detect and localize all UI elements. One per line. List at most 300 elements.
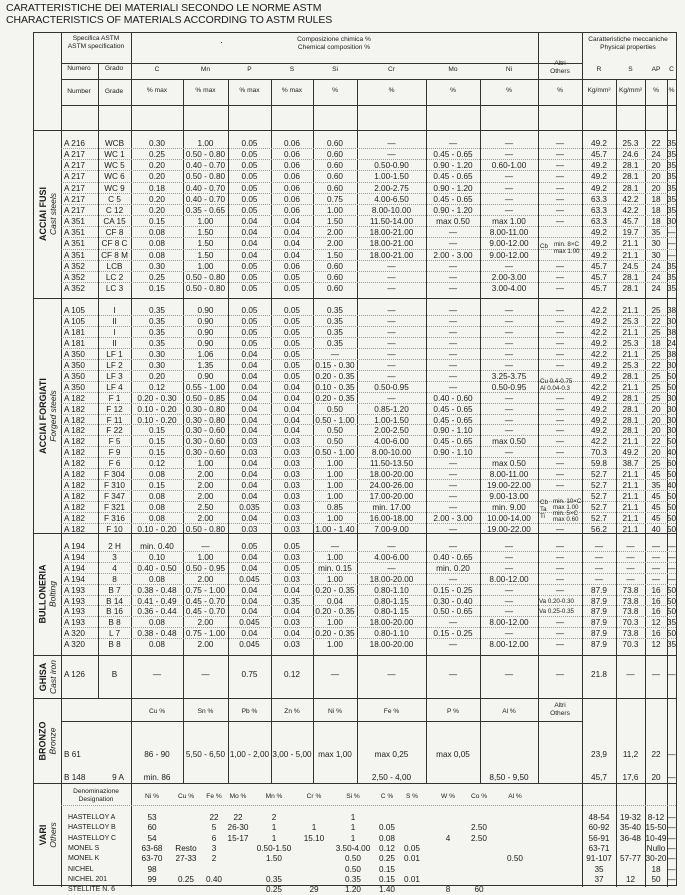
spec-grade: B 14 — [106, 596, 123, 606]
table-cell: 49.2 — [591, 371, 607, 381]
spec-grade: C 5 — [108, 194, 121, 204]
table-cell: 30-20 — [645, 854, 667, 864]
table-cell: 0.06 — [284, 194, 300, 204]
table-cell: 0.60-1.00 — [491, 161, 527, 171]
grid-line — [131, 698, 132, 783]
table-cell: 21.1 — [622, 503, 639, 513]
table-cell: 0.05 — [284, 349, 300, 359]
others-note: Al 0.04-0.3 — [540, 385, 570, 392]
table-cell: 2.00 — [197, 514, 214, 524]
table-cell: — — [387, 393, 396, 403]
grid-line — [582, 33, 583, 887]
table-cell: 0.60 — [327, 150, 343, 160]
table-cell: 8.00-11.00 — [489, 228, 529, 238]
table-cell: 60 — [474, 885, 484, 895]
table-cell: 0.08 — [149, 640, 165, 650]
table-cell: 49.2 — [591, 183, 607, 193]
table-cell: — — [555, 306, 565, 315]
table-cell: 8.00-12.00 — [489, 618, 529, 628]
table-cell: 0.75 - 1.00 — [185, 629, 226, 639]
table-cell: 0.15 — [149, 437, 165, 447]
table-cell: 10-49 — [645, 833, 667, 843]
header-mech-col: S — [628, 66, 633, 73]
table-cell: 8.00-12.00 — [489, 574, 529, 584]
table-cell: 45 — [651, 492, 661, 502]
table-cell: 0.04 — [241, 596, 258, 606]
table-cell: 1 — [350, 823, 356, 833]
table-cell: 0.05 — [284, 306, 300, 315]
header-element: Ni — [505, 66, 513, 73]
table-cell: 0.06 — [284, 183, 300, 193]
table-cell: 8,50 - 9,50 — [489, 773, 529, 782]
spec-number: A 351 — [64, 250, 85, 260]
section-subtitle: Bronze — [47, 727, 58, 754]
spec-grade: LF 1 — [106, 349, 123, 359]
table-cell: 0.06 — [284, 205, 300, 215]
table-cell: 0.30 - 0.80 — [185, 404, 226, 414]
table-cell: 28.1 — [622, 283, 639, 293]
table-cell: 0.90 — [197, 316, 214, 326]
table-cell: — — [387, 542, 396, 551]
table-cell: 0.04 — [241, 514, 258, 524]
table-cell: 3.50-4.00 — [335, 843, 371, 853]
table-cell: — — [448, 371, 458, 381]
spec-grade: F 1 — [108, 393, 121, 403]
table-cell: 0.20 — [149, 205, 165, 215]
bronze-header: Al % — [502, 708, 516, 715]
table-cell: 0.20 - 0.30 — [137, 393, 177, 403]
table-cell: 42.2 — [591, 437, 607, 447]
table-cell: max 0,25 — [374, 750, 409, 759]
table-cell: 2.00-3.00 — [491, 272, 527, 282]
table-cell: 0.20 - 0.35 — [315, 585, 355, 595]
table-cell: 49.2 — [591, 228, 607, 238]
table-cell: — — [448, 574, 458, 584]
table-cell: 2.00 — [197, 618, 214, 628]
table-cell: 19.00-22.00 — [487, 481, 531, 491]
spec-number: A 352 — [64, 272, 85, 282]
others-header: C % — [380, 793, 394, 800]
table-cell: — — [667, 542, 676, 551]
table-cell: 0.50-0.95 — [374, 382, 409, 392]
grid-line — [34, 655, 676, 656]
table-cell: 0.10 - 0.20 — [137, 415, 177, 425]
table-cell: 18.00-20.00 — [369, 574, 414, 584]
table-cell: 24 — [666, 338, 677, 348]
table-cell: 2.00 - 3.00 — [433, 250, 473, 260]
table-cell: 45.7 — [591, 272, 607, 282]
bronze-header: Pb % — [241, 708, 258, 715]
table-cell: 1,00 - 2,00 — [229, 750, 270, 759]
others-note: min. 10×C — [553, 498, 582, 505]
table-cell: 1.00 — [327, 470, 343, 480]
table-cell: 30 — [666, 217, 677, 227]
table-cell: 29 — [309, 885, 319, 895]
table-cell: 24 — [651, 283, 661, 293]
spec-number: A 193 — [64, 618, 85, 628]
section-label-bulloneria — [34, 533, 61, 655]
table-cell: 0.35 — [345, 874, 361, 884]
table-cell: — — [504, 261, 514, 271]
others-note: max 1.00 — [554, 248, 580, 255]
table-cell: 0.90 — [197, 338, 214, 348]
others-header: Designation — [78, 796, 114, 803]
table-cell: 50 — [666, 382, 677, 392]
table-cell: 50 — [666, 596, 677, 606]
header-element: S — [289, 66, 295, 73]
others-header: Mn % — [265, 793, 283, 800]
header-spec: Specifica ASTM — [72, 35, 120, 42]
table-cell: 0.05 — [241, 150, 258, 160]
table-cell: 87.9 — [591, 607, 607, 617]
table-cell: — — [387, 349, 396, 359]
table-cell: 35 — [666, 183, 677, 193]
table-cell: — — [448, 283, 458, 293]
table-cell: 21.8 — [591, 670, 607, 679]
table-cell: — — [555, 283, 565, 293]
spec-number: A 194 — [64, 574, 85, 584]
header-mechanical: Caratteristiche meccaniche — [588, 36, 668, 43]
spec-grade: F 11 — [106, 415, 123, 425]
table-cell: 25 — [651, 382, 661, 392]
section-title: ACCIAI FORGIATI — [37, 377, 48, 454]
section-title: ACCIAI FUSI — [37, 187, 48, 241]
table-cell: — — [555, 552, 565, 562]
table-cell: 30 — [666, 393, 677, 403]
table-cell: 35 — [651, 228, 661, 238]
table-cell: 0.50 - 0.80 — [185, 272, 226, 282]
table-cell: 0.03 — [284, 481, 300, 491]
table-cell: 0.35 - 0.65 — [185, 205, 226, 215]
table-cell: 54 — [147, 833, 157, 843]
section-title: BULLONERIA — [37, 564, 48, 624]
table-cell: 0.40 - 0.65 — [433, 552, 473, 562]
others-note: Cb — [540, 243, 548, 250]
spec-grade: LCB — [106, 261, 123, 271]
table-cell: 0.90 - 1.20 — [433, 205, 473, 215]
table-cell: — — [448, 503, 458, 513]
table-cell: 25 — [651, 393, 661, 403]
table-cell: 63.3 — [591, 194, 607, 204]
table-cell: 45.7 — [591, 261, 607, 271]
table-cell: 36-48 — [620, 833, 641, 843]
spec-number: A 193 — [64, 596, 85, 606]
section-title: GHISA — [37, 662, 48, 691]
grid-line — [538, 698, 539, 783]
spec-grade: B 16 — [106, 607, 123, 617]
table-cell: 0.045 — [239, 618, 260, 628]
others-header: Cr % — [306, 793, 322, 800]
table-cell: 0.06 — [284, 161, 300, 171]
spec-grade: L 7 — [108, 629, 121, 639]
table-cell: 21.1 — [622, 481, 639, 491]
spec-grade: B 8 — [108, 618, 121, 628]
others-header: Mo % — [229, 793, 247, 800]
table-cell: 0.20 — [149, 371, 165, 381]
table-cell: 0.50 - 0.80 — [185, 525, 226, 534]
table-cell: 2.50 — [471, 833, 487, 843]
table-cell: 0.50 - 0.85 — [185, 393, 226, 403]
table-cell: 0.35 — [149, 316, 165, 326]
table-cell: 49.2 — [591, 404, 607, 414]
table-cell: min. 0.20 — [436, 563, 470, 573]
spec-grade: F 12 — [106, 404, 123, 414]
table-cell: 70.3 — [622, 618, 639, 628]
table-cell: — — [448, 360, 458, 370]
table-cell: 18 — [651, 205, 661, 215]
table-cell: 0.50 - 0.80 — [185, 172, 226, 182]
table-cell: max 0.50 — [492, 459, 526, 469]
table-cell: 63.3 — [591, 205, 607, 215]
table-cell: 2.50 — [471, 823, 487, 833]
table-cell: 22 — [651, 750, 661, 759]
table-cell: 1.00 — [327, 492, 343, 502]
table-cell: 0.90 - 1.10 — [433, 426, 473, 436]
spec-number: A 182 — [64, 459, 85, 469]
table-cell: 21.1 — [622, 492, 639, 502]
table-cell: 42.2 — [591, 306, 607, 315]
table-cell: — — [555, 574, 565, 584]
grid-line — [480, 698, 481, 783]
table-cell: 0.25 — [266, 885, 282, 895]
spec-grade: F 6 — [108, 459, 121, 469]
grid-line — [228, 698, 229, 783]
table-cell: 0.12 — [149, 382, 165, 392]
table-cell: — — [387, 670, 396, 679]
table-cell: 0.15 — [379, 864, 395, 874]
table-cell: — — [626, 552, 635, 562]
table-cell: 0.15 — [149, 448, 165, 458]
table-cell: 28.1 — [622, 404, 639, 414]
table-cell: 24 — [651, 272, 661, 282]
table-cell: — — [504, 552, 514, 562]
table-cell: 2.00 — [327, 239, 343, 249]
table-cell: — — [504, 585, 514, 595]
table-cell: 42.2 — [622, 194, 639, 204]
table-cell: 18.00-20.00 — [369, 618, 414, 628]
grid-line — [61, 63, 582, 64]
spec-number: A 182 — [64, 437, 85, 447]
table-cell: — — [448, 306, 458, 315]
bronze-header: Altri — [554, 702, 566, 709]
table-cell: 0.50 — [507, 854, 523, 864]
table-cell: 0.20 — [149, 172, 165, 182]
table-cell: — — [448, 338, 458, 348]
table-cell: 21.1 — [622, 239, 639, 249]
table-cell: 21.1 — [622, 306, 639, 315]
table-cell: 0.04 — [284, 393, 300, 403]
table-cell: 25 — [651, 371, 661, 381]
table-cell: 20 — [651, 773, 661, 782]
others-note: max 1.00 — [553, 504, 579, 511]
table-cell: 0.01 — [404, 854, 420, 864]
spec-grade: II — [112, 316, 117, 326]
table-cell: — — [504, 360, 514, 370]
bronze-header: Cu % — [148, 708, 166, 715]
table-cell: 21.1 — [622, 327, 639, 337]
table-cell: — — [667, 228, 676, 238]
header-spec-en: ASTM specification — [67, 43, 125, 50]
header-unit: % — [506, 87, 512, 94]
table-cell: 1.50 — [327, 250, 343, 260]
table-cell: 22 — [651, 139, 661, 148]
table-cell: — — [667, 574, 676, 584]
table-cell: 0.05 — [284, 283, 300, 293]
table-cell: 25 — [651, 327, 661, 337]
table-cell: — — [504, 415, 514, 425]
header-mech-unit: Kg/mm² — [618, 87, 643, 94]
table-cell: 15-50 — [645, 823, 667, 833]
table-cell: — — [555, 585, 565, 595]
others-header: Ni % — [145, 793, 159, 800]
table-cell: 0.03 — [241, 437, 258, 447]
table-cell: 0.04 — [241, 250, 258, 260]
header-altri: Altri — [554, 60, 566, 67]
table-cell: 0.04 — [241, 563, 258, 573]
others-header: Co % — [470, 793, 488, 800]
table-cell: 0.38 - 0.48 — [137, 629, 177, 639]
table-cell: — — [555, 629, 565, 639]
table-cell: 0.36 - 0.44 — [137, 607, 177, 617]
header-mech-col: R — [596, 66, 602, 73]
table-cell: 45.7 — [622, 217, 639, 227]
table-cell: 49.2 — [591, 393, 607, 403]
table-cell: — — [667, 823, 676, 833]
table-cell: — — [504, 139, 514, 148]
table-cell: 0.04 — [241, 349, 258, 359]
header-element: Cr — [388, 66, 395, 73]
table-cell: — — [504, 327, 514, 337]
grid-line — [61, 33, 62, 887]
table-cell: 21.1 — [622, 250, 639, 260]
spec-number: A 351 — [64, 239, 85, 249]
section-subtitle: Cast iron — [47, 659, 58, 694]
spec-grade: I — [113, 327, 116, 337]
others-value: Va 0.25-0.35 — [539, 608, 574, 616]
table-cell: — — [152, 670, 162, 679]
table-cell: 1 — [350, 833, 356, 843]
grid-line — [426, 698, 427, 783]
table-cell: — — [555, 139, 565, 148]
table-cell: 16 — [651, 596, 661, 606]
table-cell: 0.04 — [241, 459, 258, 469]
table-cell: — — [667, 250, 676, 260]
table-cell: 2 — [211, 854, 217, 864]
table-cell: 49.2 — [591, 426, 607, 436]
table-cell: — — [555, 640, 565, 650]
table-cell: — — [555, 217, 565, 227]
others-header: Si % — [346, 793, 360, 800]
astm-materials-table — [33, 32, 677, 895]
table-cell: 0.40 - 0.70 — [185, 183, 226, 193]
spec-grade: WC 5 — [104, 161, 125, 171]
table-cell: 1.20 — [345, 885, 361, 895]
table-cell: 2.50 — [197, 503, 214, 513]
table-cell: 49.2 — [591, 172, 607, 182]
header-element: Si — [332, 66, 338, 73]
spec-number: A 126 — [64, 670, 85, 679]
spec-number: A 182 — [64, 393, 85, 403]
spec-number: A 182 — [64, 514, 85, 524]
table-cell: 87.9 — [591, 629, 607, 639]
table-cell: 24.00-26.00 — [369, 481, 414, 491]
table-cell: 35 — [666, 640, 677, 650]
spec-grade: I — [113, 306, 116, 315]
table-cell: — — [504, 393, 514, 403]
table-cell: 0.50 — [327, 437, 343, 447]
table-cell: 0.04 — [284, 415, 300, 425]
header-mech-unit: % — [653, 87, 659, 94]
table-cell: 30 — [666, 426, 677, 436]
table-cell: 37 — [594, 874, 604, 884]
spec-grade: F 5 — [108, 437, 121, 447]
alloy-name: MONEL S — [68, 844, 100, 852]
table-cell: 0.50 — [345, 864, 361, 874]
table-cell: 0.05 — [404, 843, 420, 853]
spec-number: A 182 — [64, 404, 85, 414]
table-cell: 49.2 — [591, 316, 607, 326]
grid-line — [131, 783, 132, 887]
spec-grade: CA 15 — [103, 217, 126, 227]
table-cell: 42.2 — [591, 382, 607, 392]
table-cell: 2.00 — [197, 492, 214, 502]
table-cell: Resto — [175, 843, 197, 853]
table-cell: 0.03 — [284, 640, 300, 650]
table-cell: 1.00 — [327, 552, 343, 562]
table-cell: 0.40 - 0.70 — [185, 194, 226, 204]
table-cell: 7.00-9.00 — [374, 525, 409, 534]
table-cell: 0.50 — [327, 426, 343, 436]
table-cell: 1.00 — [327, 640, 343, 650]
table-cell: 22 — [651, 360, 661, 370]
table-cell: 0.04 — [241, 470, 258, 480]
table-cell: 52.7 — [591, 503, 607, 513]
spec-number: A 181 — [64, 338, 85, 348]
section-label-fusi — [34, 130, 61, 298]
header-unit: % max — [281, 87, 303, 94]
header-unit: % — [557, 87, 563, 94]
table-cell: 0.08 — [149, 228, 165, 238]
table-cell: 0.04 — [241, 426, 258, 436]
title-block — [6, 2, 332, 26]
table-cell: — — [555, 183, 565, 193]
table-cell: 73.8 — [622, 596, 639, 606]
others-header: S % — [405, 793, 419, 800]
table-cell: 8-12 — [647, 813, 665, 822]
table-cell: 0.40 - 0.50 — [137, 563, 177, 573]
spec-number: A 216 — [64, 139, 85, 148]
header-unit: % — [388, 87, 395, 94]
table-cell: 0.04 — [284, 426, 300, 436]
table-cell: 28.1 — [622, 272, 639, 282]
table-cell: 0.45 - 0.65 — [433, 194, 473, 204]
table-cell: 0.05 — [284, 316, 300, 326]
table-cell: 1.00-1.50 — [374, 172, 409, 182]
table-cell: 21.1 — [622, 470, 639, 480]
header-grado: Grado — [104, 65, 124, 72]
others-note: Ta — [540, 506, 547, 513]
grid-line — [61, 721, 582, 722]
table-cell: — — [504, 194, 514, 204]
others-note: min. 8×C — [554, 241, 579, 248]
section-label-forgiati — [34, 298, 61, 533]
alloy-name: NICHEL — [68, 865, 94, 873]
table-cell: — — [555, 563, 565, 573]
table-cell: — — [555, 161, 565, 171]
table-cell: 2.00-2.50 — [374, 426, 409, 436]
table-cell: 0.10 - 0.35 — [315, 382, 355, 392]
table-cell: — — [667, 843, 676, 853]
